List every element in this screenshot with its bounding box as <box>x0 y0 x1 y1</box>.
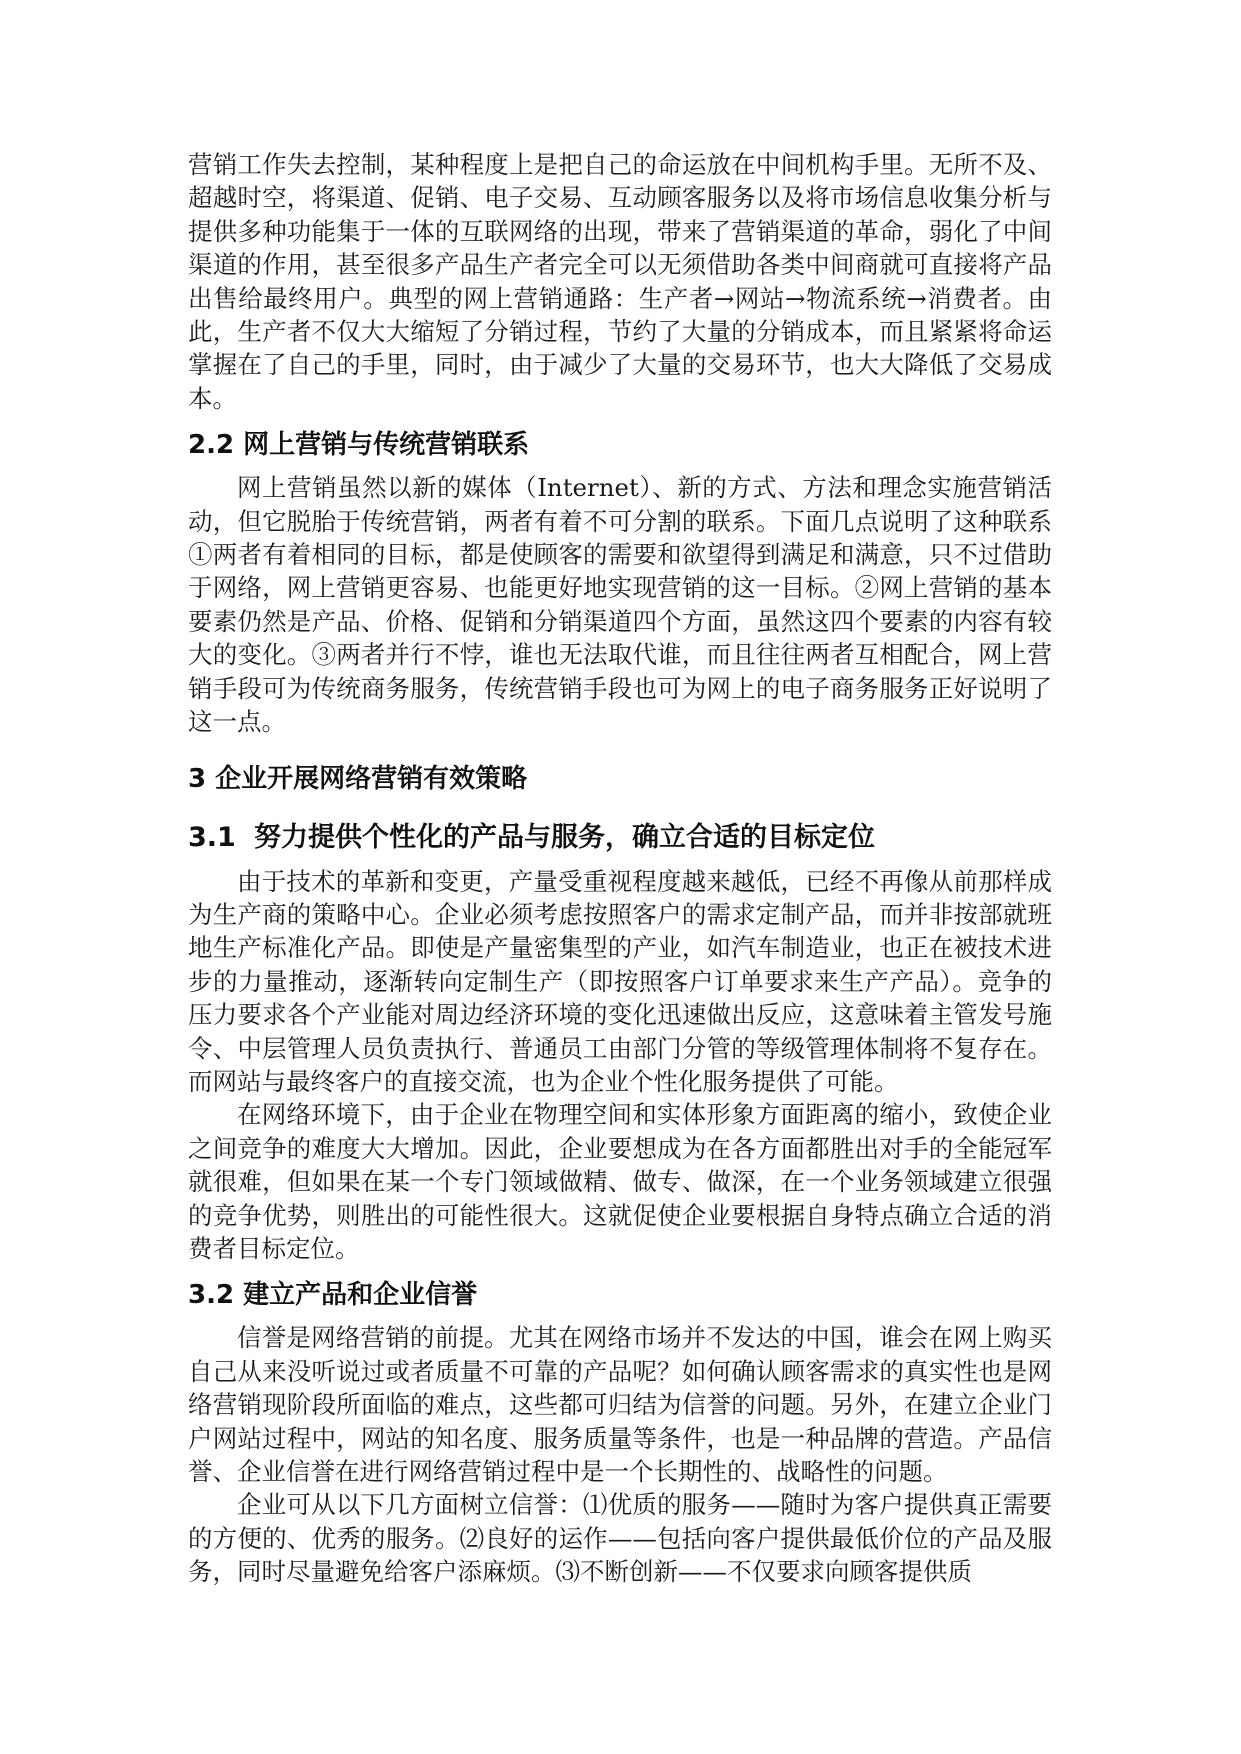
paragraph-target-positioning: 在网络环境下，由于企业在物理空间和实体形象方面距离的缩小，致使企业之间竞争的难度大大增加。因此，企业要想成为在各方面都胜出对手的全能冠军就很难，但如果在某一个专门领域做精、做专、做深，在一个业务领域建立很强的竞争优势，则胜出的可能性很大。这就促使企业要根据自身特点确立合适的消费者目标定位。 <box>188 1100 1052 1263</box>
paragraph-online-traditional-link: 网上营销虽然以新的媒体（Internet）、新的方式、方法和理念实施营销活动，但它脱胎于传统营销，两者有着不可分割的联系。下面几点说明了这种联系①两者有着相同的目标，都是使顾客的需要和欲望得到满足和满意，只不过借助于网络，网上营销更容易、也能更好地实现营销的这一目标。②网上营销的基本要素仍然是产品、价格、促销和分销渠道四个方面，虽然这四个要素的内容有较大的变化。③两者并行不悖，谁也无法取代谁，而且往往两者互相配合，网上营销手段可为传统商务服务，传统营销手段也可为网上的电子商务服务正好说明了这一点。 <box>188 473 1052 737</box>
heading-2-2: 2.2 网上营销与传统营销联系 <box>188 430 530 461</box>
spacer <box>188 857 1052 865</box>
spacer <box>188 415 1052 427</box>
spacer <box>188 463 1052 471</box>
paragraph-marketing-channels: 营销工作失去控制，某种程度上是把自己的命运放在中间机构手里。无所不及、超越时空，将渠道、促销、电子交易、互动顾客服务以及将市场信息收集分析与提供多种功能集于一体的互联网络的出现，带来了营销渠道的革命，弱化了中间渠道的作用，甚至很多产品生产者完全可以无须借助各类中间商就可直接将产品出售给最终用户。典型的网上营销通路：生产者→网站→物流系统→消费者。由此，生产者不仅大大缩短了分销过程，节约了大量的分销成本，而且紧紧将命运掌握在了自己的手里，同时，由于减少了大量的交易环节，也大大降低了交易成本。 <box>188 150 1052 413</box>
spacer <box>188 1313 1052 1321</box>
heading-3-2: 3.2 建立产品和企业信誉 <box>188 1280 478 1311</box>
paragraph-build-credibility: 企业可从以下几方面树立信誉：⑴优质的服务——随时为客户提供真正需要的方便的、优秀的服务。⑵良好的运作——包括向客户提供最低价位的产品及服务，同时尽量避免给客户添麻烦。⑶不断创新——不仅要求向顾客提供质 <box>188 1490 1052 1587</box>
heading-3-1 <box>188 819 1052 857</box>
spacer <box>188 739 1052 761</box>
spacer <box>188 797 1052 819</box>
heading-3-1-text: 努力提供个性化的产品与服务，确立合适的目标定位 <box>254 821 875 853</box>
heading-3-1-number: 3.1 <box>188 821 236 853</box>
paragraph-credibility: 信誉是网络营销的前提。尤其在网络市场并不发达的中国，谁会在网上购买自己从来没听说过或者质量不可靠的产品呢？如何确认顾客需求的真实性也是网络营销现阶段所面临的难点，这些都可归结为信誉的问题。另外，在建立企业门户网站过程中，网站的知名度、服务质量等条件，也是一种品牌的营造。产品信誉、企业信誉在进行网络营销过程中是一个长期性的、战略性的问题。 <box>188 1323 1052 1486</box>
spacer <box>188 1265 1052 1277</box>
heading-3: 3 企业开展网络营销有效策略 <box>188 763 528 794</box>
paragraph-customization: 由于技术的革新和变更，产量受重视程度越来越低，已经不再像从前那样成为生产商的策略中心。企业必须考虑按照客户的需求定制产品，而并非按部就班地生产标准化产品。即使是产量密集型的产业，如汽车制造业，也正在被技术进步的力量推动，逐渐转向定制生产（即按照客户订单要求来生产产品）。竞争的压力要求各个产业能对周边经济环境的变化迅速做出反应，这意味着主管发号施令、中层管理人员负责执行、普通员工由部门分管的等级管理体制将不复存在。而网站与最终客户的直接交流，也为企业个性化服务提供了可能。 <box>188 866 1052 1096</box>
document-page <box>188 148 1052 1589</box>
